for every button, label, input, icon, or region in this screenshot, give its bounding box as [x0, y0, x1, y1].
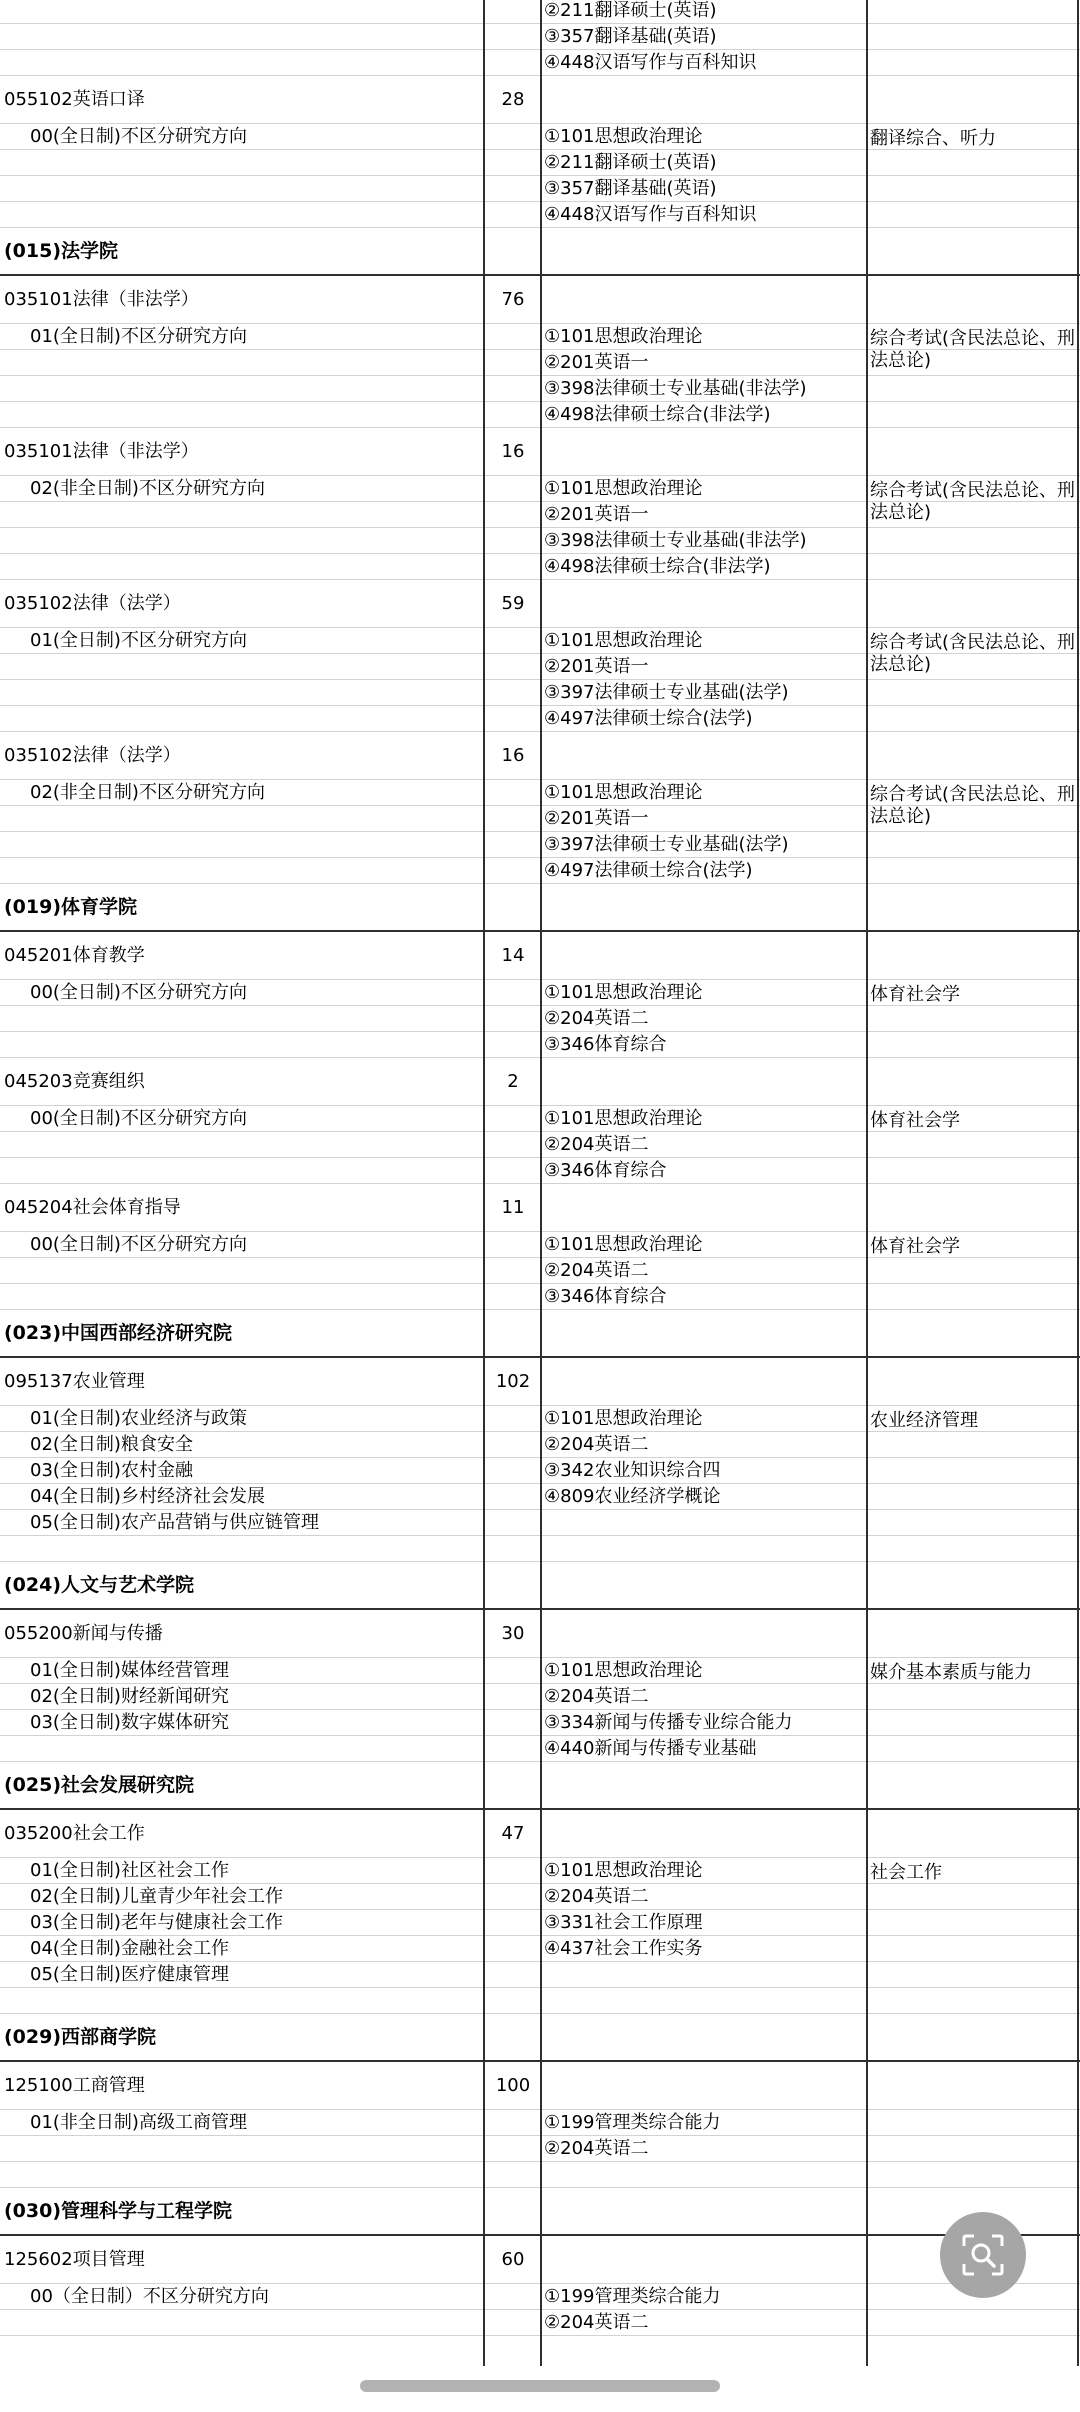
quota: 16	[501, 440, 525, 462]
exam-subject: ④440新闻与传播专业基础	[544, 1737, 757, 1759]
exam-subject: ②201英语一	[544, 503, 649, 525]
major-name: 02(非全日制)不区分研究方向	[30, 477, 265, 499]
major-name: 095137农业管理	[4, 1370, 145, 1392]
major-name: 01(全日制)社区社会工作	[30, 1859, 229, 1881]
major-name: 00(全日制)不区分研究方向	[30, 1107, 247, 1129]
major-name: 02(非全日制)不区分研究方向	[30, 781, 265, 803]
exam-subject: ④437社会工作实务	[544, 1937, 703, 1959]
major-name: 035101法律（非法学）	[4, 288, 199, 310]
retest-subject: 社会工作	[870, 1862, 942, 1883]
quota: 100	[495, 2074, 531, 2096]
major-name: 02(全日制)粮食安全	[30, 1433, 193, 1455]
retest-subject: 体育社会学	[870, 984, 960, 1005]
exam-subject: ①199管理类综合能力	[544, 2285, 721, 2307]
major-name: 05(全日制)医疗健康管理	[30, 1963, 229, 1985]
quota: 16	[501, 744, 525, 766]
retest-subject: 综合考试(含民法总论、刑法总论)	[870, 328, 1076, 371]
major-name: 00（全日制）不区分研究方向	[30, 2285, 269, 2307]
exam-subject: ②204英语二	[544, 1259, 649, 1281]
retest-subject: 综合考试(含民法总论、刑法总论)	[870, 480, 1076, 523]
exam-subject: ③397法律硕士专业基础(法学)	[544, 833, 789, 855]
exam-subject: ②204英语二	[544, 1685, 649, 1707]
quota: 59	[501, 592, 525, 614]
major-name: 02(全日制)财经新闻研究	[30, 1685, 229, 1707]
major-name: 03(全日制)老年与健康社会工作	[30, 1911, 283, 1933]
quota: 2	[507, 1070, 519, 1092]
major-name: 01(全日制)不区分研究方向	[30, 629, 247, 651]
section-title: (030)管理科学与工程学院	[4, 2200, 233, 2222]
exam-subject: ③346体育综合	[544, 1033, 667, 1055]
exam-subject: ④497法律硕士综合(法学)	[544, 707, 753, 729]
exam-subject: ②204英语二	[544, 2137, 649, 2159]
major-name: 00(全日制)不区分研究方向	[30, 125, 247, 147]
section-title: (024)人文与艺术学院	[4, 1574, 195, 1596]
major-name: 045201体育教学	[4, 944, 145, 966]
image-search-icon	[960, 2232, 1006, 2278]
exam-subject: ②204英语二	[544, 1133, 649, 1155]
exam-subject: ④497法律硕士综合(法学)	[544, 859, 753, 881]
exam-subject: ①101思想政治理论	[544, 1233, 703, 1255]
section-title: (023)中国西部经济研究院	[4, 1322, 233, 1344]
exam-subject: ①101思想政治理论	[544, 629, 703, 651]
exam-subject: ④809农业经济学概论	[544, 1485, 721, 1507]
major-name: 035101法律（非法学）	[4, 440, 199, 462]
major-name: 00(全日制)不区分研究方向	[30, 1233, 247, 1255]
exam-subject: ④498法律硕士综合(非法学)	[544, 555, 771, 577]
major-name: 01(全日制)农业经济与政策	[30, 1407, 247, 1429]
exam-subject: ②201英语一	[544, 351, 649, 373]
exam-subject: ②204英语二	[544, 1885, 649, 1907]
major-name: 03(全日制)农村金融	[30, 1459, 193, 1481]
exam-subject: ①101思想政治理论	[544, 125, 703, 147]
exam-subject: ②211翻译硕士(英语)	[544, 151, 717, 173]
retest-subject: 综合考试(含民法总论、刑法总论)	[870, 784, 1076, 827]
exam-subject: ④448汉语写作与百科知识	[544, 51, 757, 73]
section-title: (025)社会发展研究院	[4, 1774, 195, 1796]
section-title: (015)法学院	[4, 240, 119, 262]
major-name: 04(全日制)乡村经济社会发展	[30, 1485, 265, 1507]
quota: 30	[501, 1622, 525, 1644]
quota: 11	[501, 1196, 525, 1218]
exam-subject: ④448汉语写作与百科知识	[544, 203, 757, 225]
major-name: 04(全日制)金融社会工作	[30, 1937, 229, 1959]
exam-subject: ③346体育综合	[544, 1285, 667, 1307]
major-name: 035102法律（法学）	[4, 592, 181, 614]
exam-subject: ③357翻译基础(英语)	[544, 177, 717, 199]
major-name: 055200新闻与传播	[4, 1622, 163, 1644]
retest-subject: 农业经济管理	[870, 1410, 978, 1431]
major-name: 125100工商管理	[4, 2074, 145, 2096]
major-name: 035102法律（法学）	[4, 744, 181, 766]
section-title: (019)体育学院	[4, 896, 138, 918]
exam-subject: ③334新闻与传播专业综合能力	[544, 1711, 793, 1733]
exam-subject: ②204英语二	[544, 1433, 649, 1455]
exam-subject: ③398法律硕士专业基础(非法学)	[544, 377, 807, 399]
exam-subject: ④498法律硕士综合(非法学)	[544, 403, 771, 425]
major-name: 00(全日制)不区分研究方向	[30, 981, 247, 1003]
exam-subject: ②204英语二	[544, 2311, 649, 2333]
exam-subject: ③397法律硕士专业基础(法学)	[544, 681, 789, 703]
exam-subject: ①101思想政治理论	[544, 325, 703, 347]
exam-subject: ③398法律硕士专业基础(非法学)	[544, 529, 807, 551]
exam-subject: ①101思想政治理论	[544, 781, 703, 803]
major-name: 01(全日制)媒体经营管理	[30, 1659, 229, 1681]
exam-subject: ②201英语一	[544, 655, 649, 677]
column-divider-3	[866, 0, 868, 2366]
exam-subject: ①101思想政治理论	[544, 1407, 703, 1429]
exam-subject: ①101思想政治理论	[544, 477, 703, 499]
exam-subject: ②204英语二	[544, 1007, 649, 1029]
major-name: 045203竞赛组织	[4, 1070, 145, 1092]
retest-subject: 体育社会学	[870, 1110, 960, 1131]
exam-subject: ①101思想政治理论	[544, 1107, 703, 1129]
quota: 14	[501, 944, 525, 966]
retest-subject: 翻译综合、听力	[870, 128, 996, 149]
major-name: 01(非全日制)高级工商管理	[30, 2111, 247, 2133]
exam-subject: ②201英语一	[544, 807, 649, 829]
exam-subject: ②211翻译硕士(英语)	[544, 0, 717, 21]
retest-subject: 媒介基本素质与能力	[870, 1662, 1032, 1683]
major-name: 055102英语口译	[4, 88, 145, 110]
section-title: (029)西部商学院	[4, 2026, 157, 2048]
major-name: 01(全日制)不区分研究方向	[30, 325, 247, 347]
major-name: 125602项目管理	[4, 2248, 145, 2270]
exam-subject: ①101思想政治理论	[544, 981, 703, 1003]
major-name: 035200社会工作	[4, 1822, 145, 1844]
quota: 102	[495, 1370, 531, 1392]
column-divider-1	[483, 0, 485, 2366]
major-name: 045204社会体育指导	[4, 1196, 181, 1218]
quota: 76	[501, 288, 525, 310]
exam-subject: ①101思想政治理论	[544, 1659, 703, 1681]
quota: 60	[501, 2248, 525, 2270]
exam-subject: ①199管理类综合能力	[544, 2111, 721, 2133]
column-divider-4	[1077, 0, 1079, 2366]
exam-subject: ①101思想政治理论	[544, 1859, 703, 1881]
exam-subject: ③331社会工作原理	[544, 1911, 703, 1933]
retest-subject: 体育社会学	[870, 1236, 960, 1257]
home-indicator[interactable]	[360, 2380, 720, 2392]
major-name: 03(全日制)数字媒体研究	[30, 1711, 229, 1733]
retest-subject: 综合考试(含民法总论、刑法总论)	[870, 632, 1076, 675]
major-name: 02(全日制)儿童青少年社会工作	[30, 1885, 283, 1907]
quota: 47	[501, 1822, 525, 1844]
exam-subject: ③357翻译基础(英语)	[544, 25, 717, 47]
quota: 28	[501, 88, 525, 110]
major-name: 05(全日制)农产品营销与供应链管理	[30, 1511, 319, 1533]
exam-subject: ③342农业知识综合四	[544, 1459, 721, 1481]
exam-subject: ③346体育综合	[544, 1159, 667, 1181]
column-divider-2	[540, 0, 542, 2366]
image-search-button[interactable]	[940, 2212, 1026, 2298]
